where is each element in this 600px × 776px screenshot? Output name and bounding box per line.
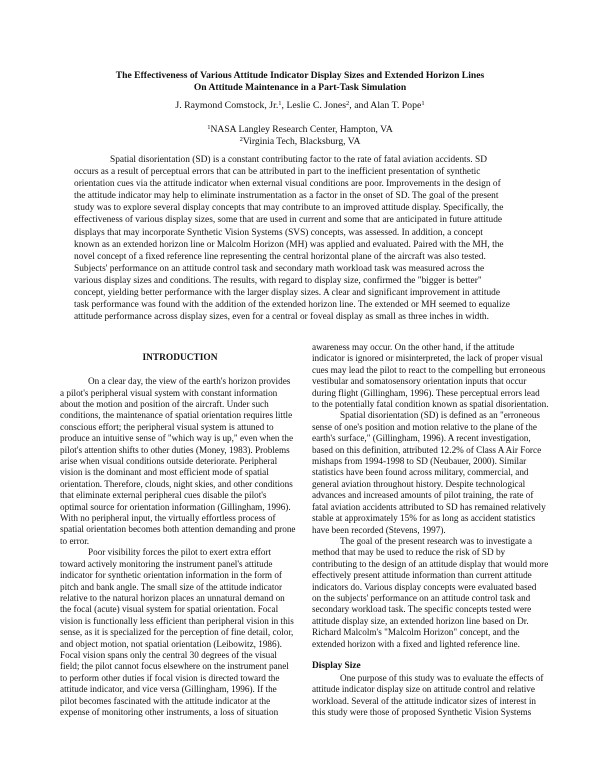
display-size-heading: Display Size bbox=[312, 661, 361, 672]
text-line: vision is the dominant and most efficient mode of spatial bbox=[60, 467, 269, 478]
text-line: relative to the natural horizon places an unnatural demand on bbox=[60, 592, 285, 603]
text-line: general aviation throughout history. Despite technological bbox=[312, 478, 526, 489]
right-column bbox=[312, 342, 552, 718]
text-line: based on this definition, attributed 12.2% of Class A Air Force bbox=[312, 444, 542, 455]
text-line: sense of one's position and motion relative to the plane of the bbox=[312, 421, 537, 432]
text-line: the focal (acute) visual system for spatial orientation. Focal bbox=[60, 604, 279, 615]
text-line: indicator for synthetic orientation information in the form of bbox=[60, 570, 282, 581]
title-line-2: On Attitude Maintenance in a Part-Task Simulation bbox=[193, 82, 407, 93]
text-line: secondary workload task. The specific concepts tested were bbox=[312, 604, 532, 615]
text-line: the attitude indicator may help to eliminate instrumentation as a factor in the onset of SD. The goal of the present bbox=[74, 191, 499, 202]
text-line: stable at approximately 15% for as long as accident statistics bbox=[312, 513, 536, 524]
text-line: to error. bbox=[60, 535, 90, 546]
author-1-affil: 1 bbox=[278, 100, 282, 107]
text-line: about the motion and position of the aircraft. Under such bbox=[60, 399, 269, 409]
text-line: Richard Malcolm's "Malcolm Horizon" concept, and the bbox=[312, 627, 520, 638]
text-line: on the subjects' performance on an attitude control task and bbox=[312, 592, 531, 603]
affiliations bbox=[60, 124, 540, 148]
text-line: novel concept of a fixed reference line representing the central horizontal plane of the aircraft was also tested. bbox=[74, 251, 486, 262]
text-line: during flight (Gillingham, 1996). These perceptual errors lead bbox=[312, 387, 540, 398]
left-column bbox=[60, 342, 300, 718]
text-line: a pilot's peripheral visual system with constant information bbox=[60, 387, 278, 398]
text-line: vestibular and somatosensory orientation inputs that occur bbox=[312, 376, 527, 387]
author-3-affil: 1 bbox=[421, 100, 425, 107]
text-line: field; the pilot cannot focus elsewhere on the instrument panel bbox=[60, 661, 289, 672]
author-3: , and Alan T. Pope bbox=[349, 100, 422, 111]
text-line: On a clear day, the view of the earth's horizon provides bbox=[88, 376, 291, 387]
text-line: known as an extended horizon line or Malcolm Horizon (MH) was applied and evaluated. Paired with the MH, the bbox=[74, 239, 504, 250]
text-line: concept, yielding better performance with the larger display sizes. A clear and significant improvement in attitude bbox=[74, 288, 500, 299]
text-line: pilot's attention shifts to other duties (Money, 1983). Problems bbox=[60, 444, 290, 455]
text-line: pilot becomes fascinated with the attitude indicator at the bbox=[60, 695, 271, 706]
text-line: conscious effort; the peripheral visual system is attuned to bbox=[60, 421, 274, 432]
text-line: effectiveness of various display sizes, some that are used in current and some that are anticipated in future attitude bbox=[74, 215, 503, 226]
text-line: occurs as a result of perceptual errors that can be attributed in part to the inefficient presentation of synthetic bbox=[74, 167, 481, 178]
text-line: One purpose of this study was to evaluate the effects of bbox=[340, 672, 544, 683]
text-line: The goal of the present research was to investigate a bbox=[340, 535, 533, 546]
text-line: method that may be used to reduce the risk of SD by bbox=[312, 547, 506, 558]
text-line: statistics have been found across military, commercial, and bbox=[312, 467, 529, 478]
text-line: produce an intuitive sense of "which way is up," even when the bbox=[60, 433, 294, 444]
text-line: Poor visibility forces the pilot to exert extra effort bbox=[88, 547, 272, 558]
text-line: cues may lead the pilot to react to the compelling but erroneous bbox=[312, 364, 546, 375]
text-line: workload. Several of the attitude indicator sizes of interest in bbox=[312, 695, 537, 706]
abstract bbox=[74, 154, 534, 323]
text-line: to perform other duties if focal vision is directed toward the bbox=[60, 672, 280, 683]
intro-heading: INTRODUCTION bbox=[142, 353, 218, 364]
author-2: , Leslie C. Jones bbox=[281, 100, 347, 111]
text-line: sense, as it is specialized for the perception of fine detail, color, bbox=[60, 627, 294, 638]
text-line: optimal source for orientation information (Gillingham, 1996). bbox=[60, 501, 291, 512]
display-size-body bbox=[312, 673, 552, 719]
text-line: toward actively monitoring the instrument panel's attitude bbox=[60, 558, 273, 569]
affiliation-1: $^1$NASA Langley Research Center, Hampton, VA bbox=[207, 124, 393, 135]
affiliation-2: $^2$Virginia Tech, Blacksburg, VA bbox=[239, 136, 361, 147]
text-line: attitude indicator display size on attitude control and relative bbox=[312, 684, 535, 695]
text-line: spatial orientation becomes both attention demanding and prone bbox=[60, 524, 296, 535]
text-line: Spatial disorientation (SD) is a constant contributing factor to the rate of fatal aviation accidents. SD bbox=[110, 155, 487, 165]
text-line: that eliminate external peripheral cues disable the pilot's bbox=[60, 490, 267, 501]
text-line: expense of monitoring other instruments, a loss of situation bbox=[60, 706, 279, 717]
text-line: attitude display size, an extended horizon line based on Dr. bbox=[312, 615, 529, 626]
text-line: Subjects' performance on an attitude control task and secondary math workload task was measured across the bbox=[74, 263, 485, 274]
text-line: indicators do. Various display concepts were evaluated based bbox=[312, 581, 537, 592]
text-line: extended horizon with a fixed and lighted reference line. bbox=[312, 638, 520, 649]
author-1: J. Raymond Comstock, Jr. bbox=[175, 100, 279, 111]
author-2-affil: 2 bbox=[346, 100, 350, 107]
text-line: various display sizes and conditions. The results, with regard to display size, confirmed the "bigger is better" bbox=[74, 275, 482, 286]
text-line: and object motion, not spatial orientation (Leibowitz, 1986). bbox=[60, 638, 282, 649]
text-line: arise when visual conditions outside deteriorate. Peripheral bbox=[60, 456, 278, 467]
text-line: awareness may occur. On the other hand, if the attitude bbox=[312, 342, 515, 352]
text-line: contributing to the design of an attitude display that would more bbox=[312, 558, 549, 569]
text-line: conditions, the maintenance of spatial orientation requires little bbox=[60, 410, 293, 421]
paper-title bbox=[60, 70, 540, 94]
text-line: With no peripheral input, the virtually effortless process of bbox=[60, 513, 276, 524]
text-line: mishaps from 1994-1998 to SD (Neubauer, 2000). Similar bbox=[312, 456, 527, 467]
text-line: Spatial disorientation (SD) is defined as an "erroneous bbox=[340, 410, 540, 421]
text-line: pitch and bank angle. The small size of the attitude indicator bbox=[60, 581, 283, 592]
text-line: task performance was found with the addition of the extended horizon line. The extended or MH seemed to equalize bbox=[74, 300, 510, 311]
text-line: effectively present attitude information than current attitude bbox=[312, 570, 532, 581]
text-line: orientation. Therefore, clouds, night skies, and other conditions bbox=[60, 478, 293, 489]
title-line-1: The Effectiveness of Various Attitude Indicator Display Sizes and Extended Horizon Lines bbox=[115, 70, 485, 81]
text-line: Focal vision spans only the central 30 degrees of the visual bbox=[60, 649, 277, 660]
text-line: earth's surface," (Gillingham, 1996). A recent investigation, bbox=[312, 433, 531, 444]
text-line: displays that may incorporate Synthetic Vision Systems (SVS) concepts, was assessed. In addition, a concept bbox=[74, 227, 483, 238]
text-line: study was to explore several display concepts that may contribute to an improved attitude display. Specifically, the bbox=[74, 203, 504, 214]
text-line: fatal aviation accidents attributed to SD has remained relatively bbox=[312, 501, 546, 512]
text-line: have been recorded (Stevens, 1997). bbox=[312, 524, 446, 535]
text-line: to the potentially fatal condition known as spatial disorientation. bbox=[312, 399, 549, 410]
intro-body-continued bbox=[312, 342, 552, 650]
author-list bbox=[60, 100, 540, 112]
text-line: vision is functionally less efficient than peripheral vision in this bbox=[60, 615, 294, 626]
text-line: attitude indicator, and vice versa (Gillingham, 1996). If the bbox=[60, 684, 277, 695]
text-line: attitude performance across display sizes, even for a central or foveal display as small as three inches in width. bbox=[74, 312, 489, 323]
text-line: this study were those of proposed Synthetic Vision Systems bbox=[312, 706, 532, 717]
text-line: advances and increased amounts of pilot training, the rate of bbox=[312, 490, 534, 501]
intro-body bbox=[60, 376, 300, 718]
text-line: indicator is ignored or misinterpreted, the lack of proper visual bbox=[312, 353, 543, 364]
text-line: orientation cues via the attitude indicator when external visual conditions are poor. Improvements in the design of bbox=[74, 179, 501, 190]
